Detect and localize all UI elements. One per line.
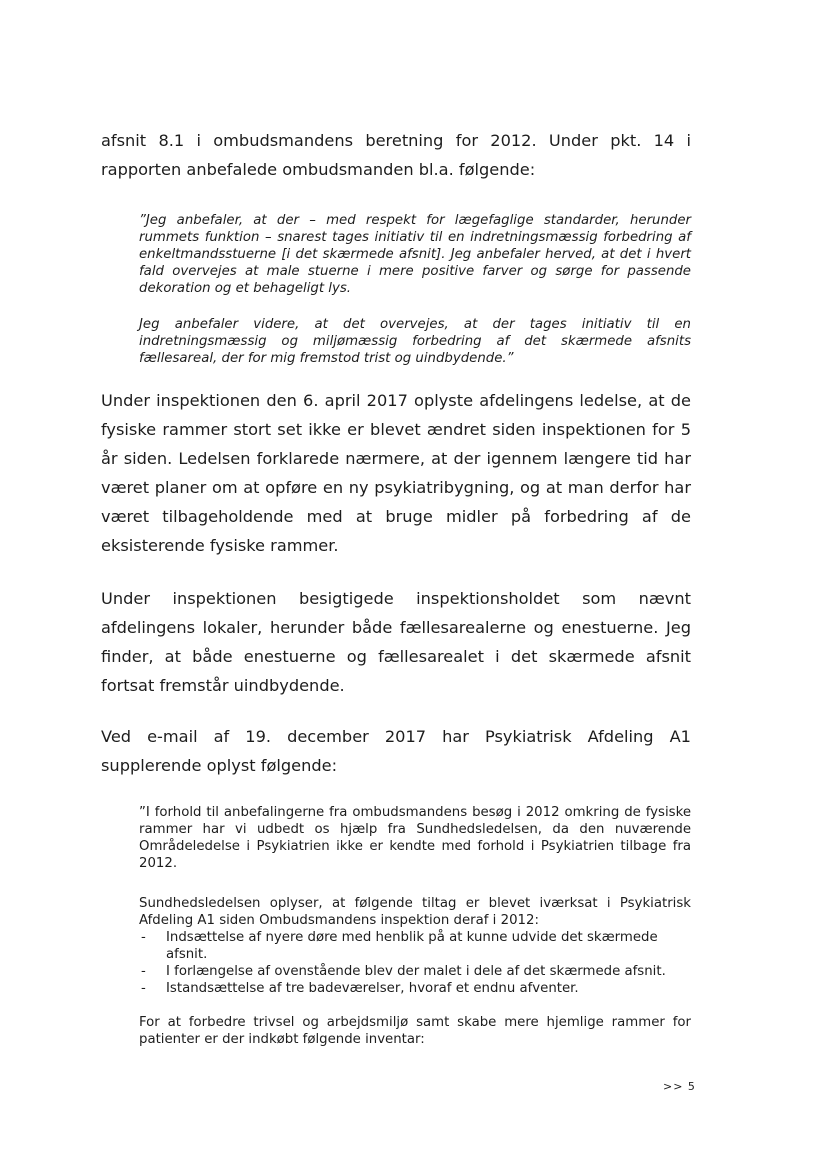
bullet-dash: - (141, 930, 146, 945)
list-item (139, 980, 691, 997)
quote-email-3: For at forbedre trivsel og arbejdsmiljø samt skabe mere hjemlige rammer for patienter er der indkøbt følgende inventar: (139, 1015, 691, 1047)
paragraph-inspection-findings: Under inspektionen besigtigede inspektionsholdet som nævnt afdelingens lokaler, herunder både fællesarealerne og enestuerne. Jeg finder, at både enestuerne og fællesarealet i det skærmede afsnit fortsat fremstår uindbydende. (101, 589, 691, 695)
paragraph-inspection-2017: Under inspektionen den 6. april 2017 oplyste afdelingens ledelse, at de fysiske rammer stort set ikke er blevet ændret siden inspektionen for 5 år siden. Ledelsen forklarede nærmere, at der igennem længere tid har været planer om at opføre en ny psykiatribygning, og at man derfor har været tilbageholdende med at bruge midler på forbedring af de eksisterende fysiske rammer. (101, 391, 691, 555)
list-item (139, 963, 691, 980)
list-item-text: Indsættelse af nyere døre med henblik på at kunne udvide det skærmede afsnit. (166, 930, 658, 962)
paragraph-email: Ved e-mail af 19. december 2017 har Psykiatrisk Afdeling A1 supplerende oplyst følgende: (101, 727, 691, 775)
quote-recommendation-2: Jeg anbefaler videre, at det overvejes, at der tages initiativ til en indretningsmæssig og miljømæssig forbedring af det skærmede afsnits fællesareal, der for mig fremstod trist og uindbydende.” (139, 317, 691, 366)
bullet-dash: - (141, 964, 146, 979)
quote-email-2: Sundhedsledelsen oplyser, at følgende tiltag er blevet iværksat i Psykiatrisk Afdeling A1 siden Ombudsmandens inspektion deraf i 2012: (139, 896, 691, 928)
paragraph-intro: afsnit 8.1 i ombudsmandens beretning for 2012. Under pkt. 14 i rapporten anbefalede ombudsmanden bl.a. følgende: (101, 131, 691, 179)
quote-email-1: ”I forhold til anbefalingerne fra ombudsmandens besøg i 2012 omkring de fysiske rammer har vi udbedt os hjælp fra Sundhedsledelsen, da den nuværende Områdeledelse i Psykiatrien ikke er kendte med forhold i Psykiatrien tilbage fra 2012. (139, 805, 691, 871)
list-item (139, 929, 691, 963)
list-item-text: I forlængelse af ovenstående blev der malet i dele af det skærmede afsnit. (166, 964, 666, 979)
bullet-dash: - (141, 981, 146, 996)
quote-recommendation-1: ”Jeg anbefaler, at der – med respekt for lægefaglige standarder, herunder rummets funktion – snarest tages initiativ til en indretningsmæssig forbedring af enkeltmandsstuerne [i det skærmede afsnit]. Jeg anbefaler herved, at det i hvert fald overvejes at male stuerne i mere positive farver og sørge for passende dekoration og et behageligt lys. (139, 213, 691, 296)
page-number: >> 5 (663, 1080, 696, 1093)
measures-list (139, 929, 691, 997)
list-item-text: Istandsættelse af tre badeværelser, hvoraf et endnu afventer. (166, 981, 579, 996)
